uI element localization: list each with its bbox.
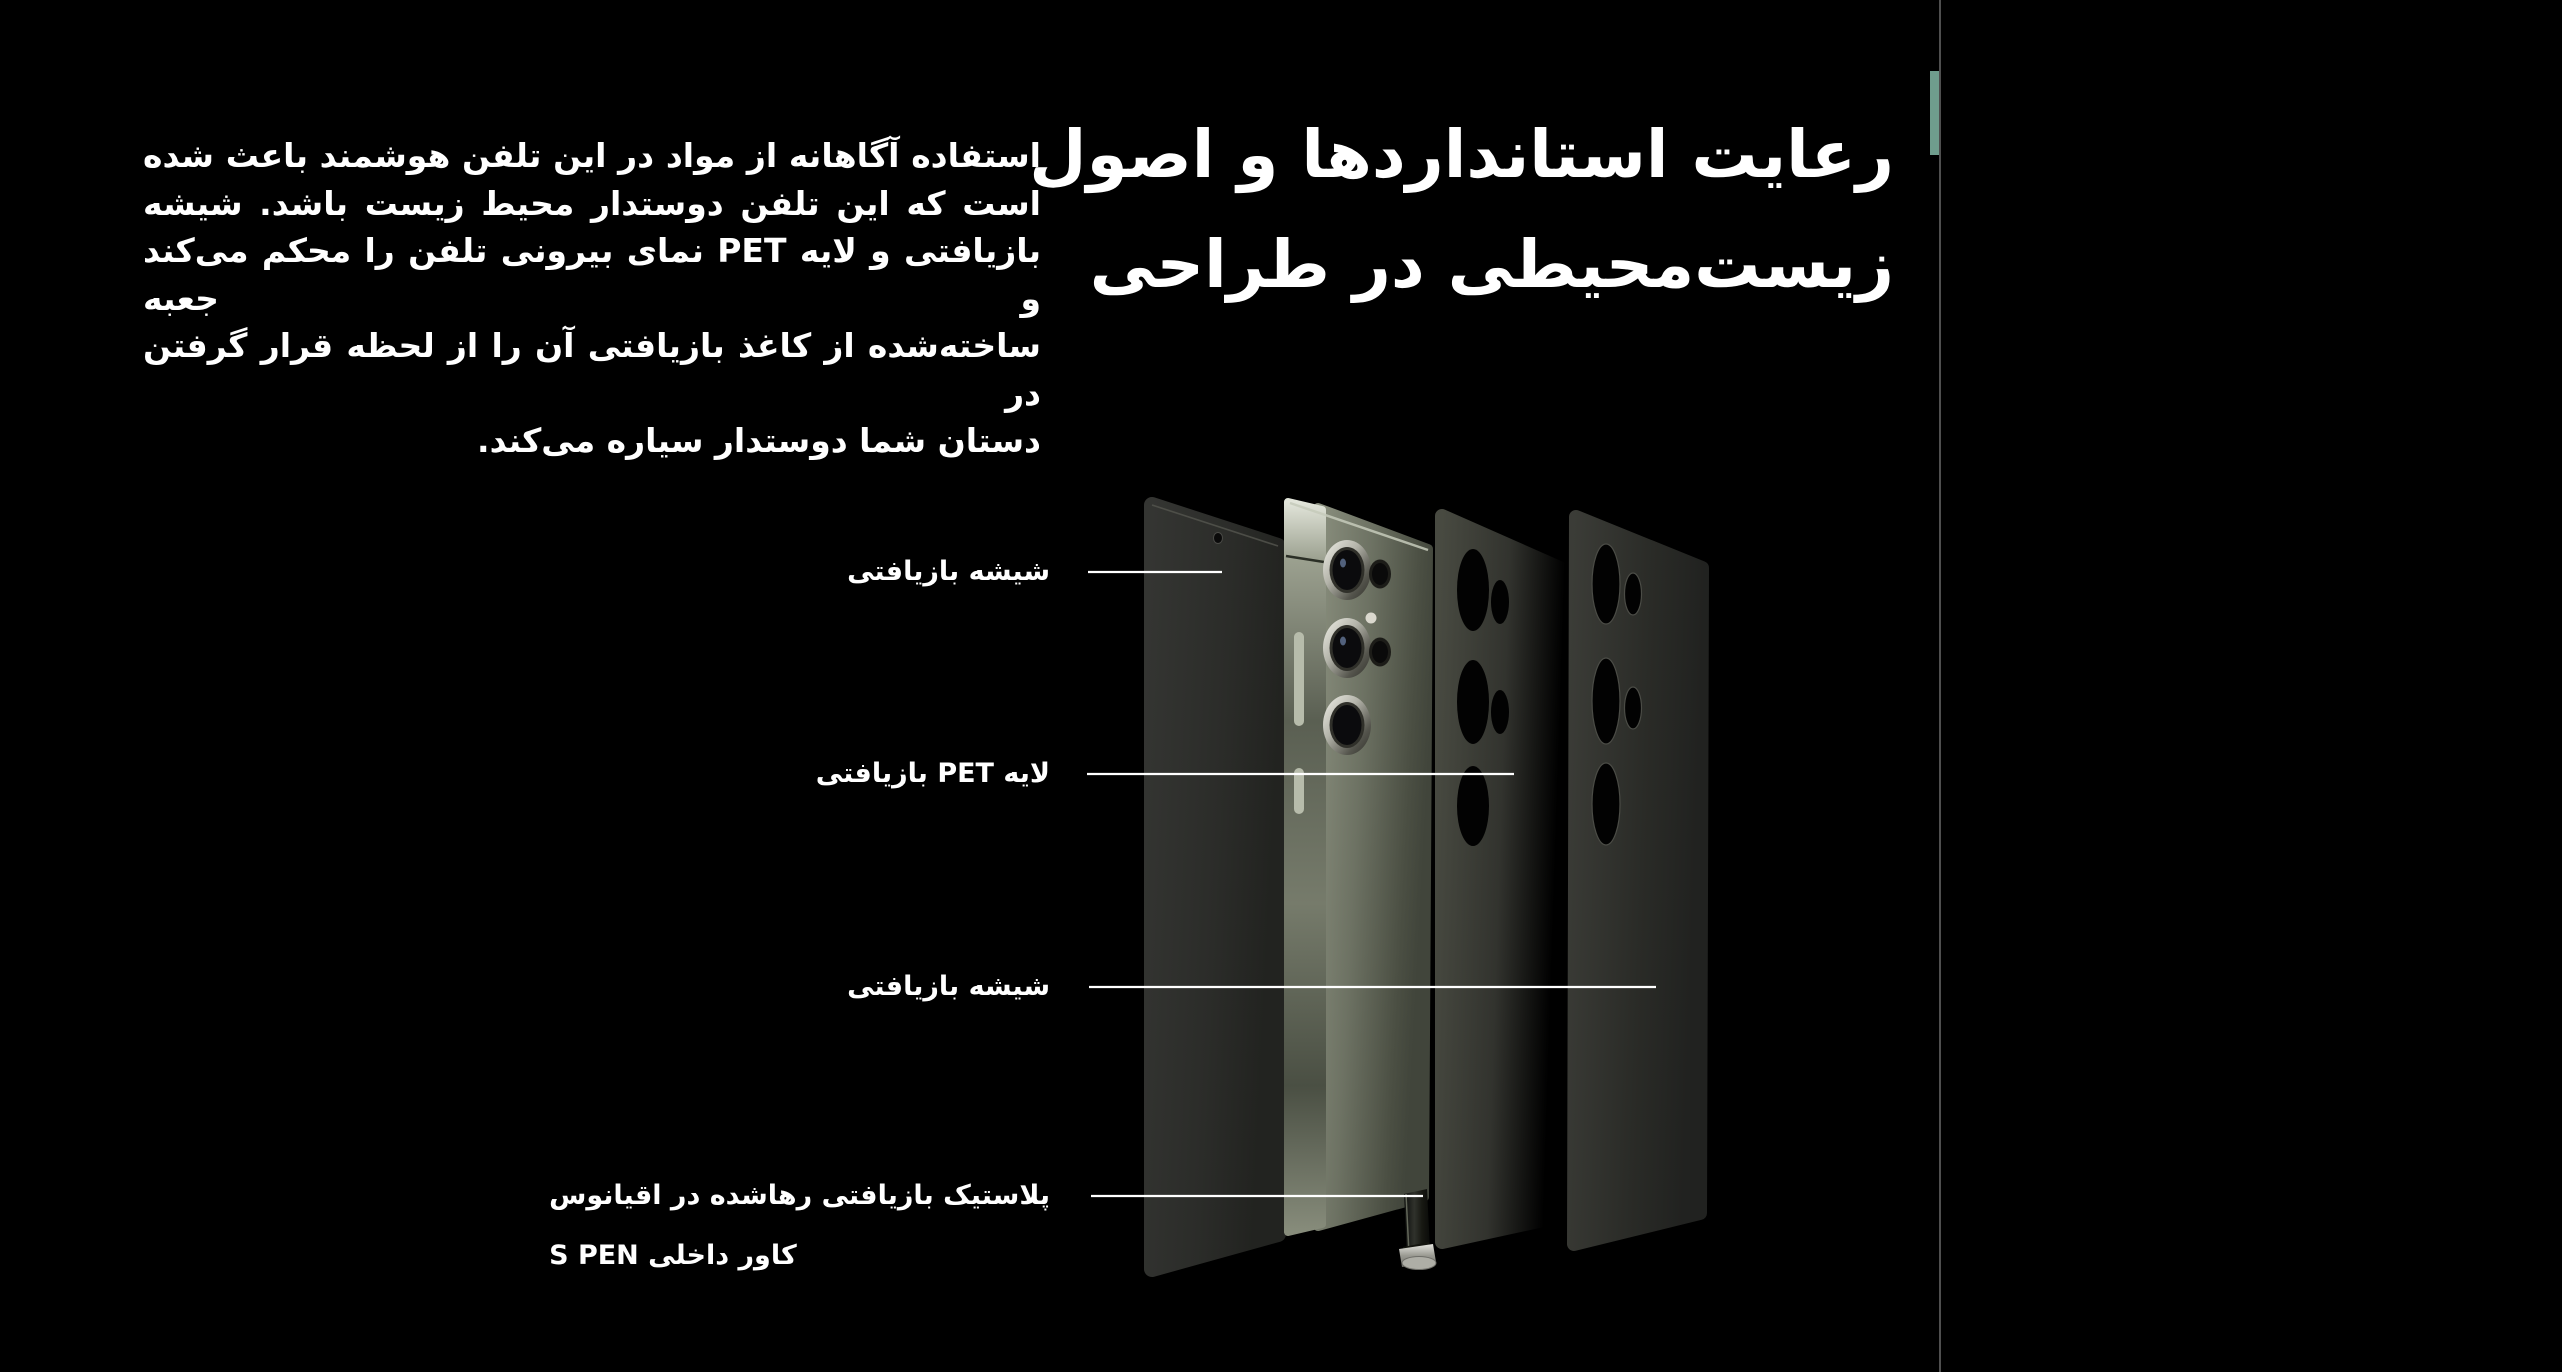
pet-layer-panel	[1442, 516, 1562, 1242]
camera-lens-small-1	[1369, 560, 1391, 589]
title-accent-bar	[1930, 71, 1939, 155]
front-glass-panel	[1152, 505, 1278, 1269]
s-pen	[1399, 1189, 1436, 1270]
label-ocean-plastic-line2: کاور داخلی S PEN	[549, 1240, 797, 1271]
page-title	[994, 100, 1894, 320]
intro-line: دستان شما دوستدار سیاره می‌کند.	[477, 421, 1041, 460]
camera-lens-large-1	[1323, 540, 1371, 600]
volume-button	[1294, 632, 1304, 726]
label-ocean-plastic-line1: پلاستیک بازیافتی رهاشده در اقیانوس	[549, 1180, 1050, 1211]
exploded-phone-diagram	[1080, 470, 1780, 1300]
section-divider-line	[1939, 0, 1941, 1372]
intro-line: است که این تلفن دوستدار محیط زیست باشد. شیشه	[143, 183, 1041, 223]
metal-frame-edge	[1288, 502, 1322, 1232]
phone-body	[1286, 502, 1428, 1232]
camera-lens-large-2	[1323, 618, 1371, 678]
label-front-recycled-glass: شیشه بازیافتی	[847, 556, 1050, 587]
page-title-line2: زیست‌محیطی در طراحی	[1089, 226, 1894, 303]
front-camera-hole	[1214, 533, 1223, 544]
intro-line: بازیافتی و لایه PET نمای بیرونی تلفن را محکم می‌کند و جعبه	[143, 231, 1041, 318]
back-glass-panel	[1574, 517, 1702, 1244]
camera-lens-large-3	[1323, 695, 1371, 755]
label-ocean-plastic-spen	[549, 1166, 1050, 1286]
label-recycled-pet-layer: لایه PET بازیافتی	[815, 758, 1050, 789]
page-title-line1: رعایت استانداردها و اصول	[1029, 116, 1894, 193]
label-back-recycled-glass: شیشه بازیافتی	[847, 971, 1050, 1002]
camera-lens-small-2	[1369, 638, 1391, 667]
flash-led	[1366, 613, 1377, 624]
intro-line: ساخته‌شده از کاغذ بازیافتی آن را از لحظه قرار گرفتن در	[143, 326, 1041, 413]
intro-paragraph	[143, 132, 1041, 465]
intro-line: استفاده آگاهانه از مواد در این تلفن هوشمند باعث شده	[143, 136, 1041, 175]
